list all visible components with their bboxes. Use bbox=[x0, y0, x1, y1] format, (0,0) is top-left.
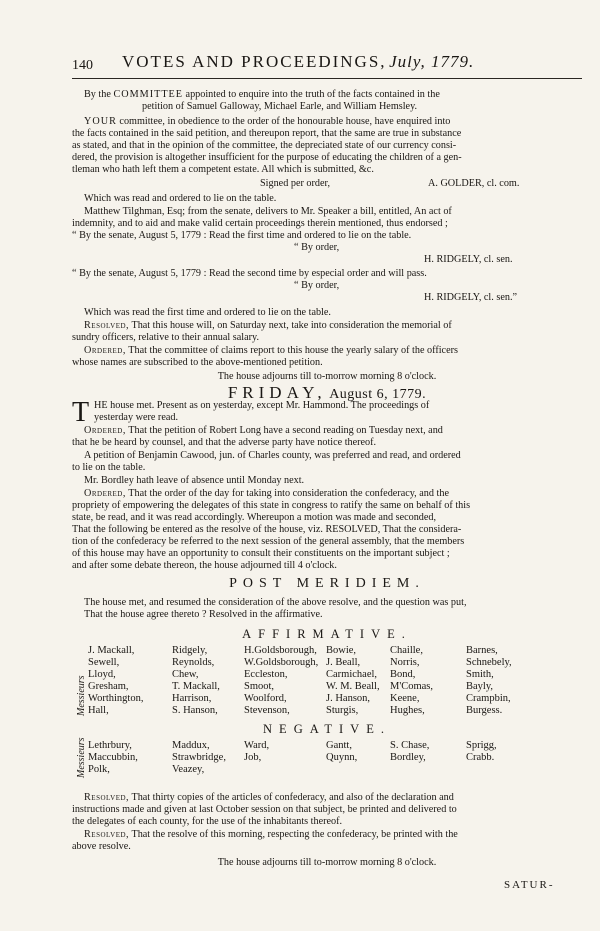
read-table-line: Which was read and ordered to lie on the table. bbox=[84, 193, 277, 204]
signed-line: Signed per order, bbox=[260, 178, 331, 189]
affirmative-name-r6-c6: Burgess. bbox=[466, 705, 503, 716]
negative-name-r3-c1: Polk, bbox=[88, 764, 110, 775]
affirmative-name-r3-c3: Eccleston, bbox=[244, 669, 288, 680]
negative-name-r1-c3: Ward, bbox=[244, 740, 270, 751]
ridgely-2: H. RIDGELY, cl. sen.” bbox=[424, 292, 518, 303]
running-head-date: July, 1779. bbox=[389, 56, 475, 71]
ridgely-1: H. RIDGELY, cl. sen. bbox=[424, 254, 513, 265]
affirmative-name-r4-c5: M'Comas, bbox=[390, 681, 434, 692]
affirmative-name-r5-c4: J. Hanson, bbox=[326, 693, 371, 704]
affirmative-heading: AFFIRMATIVE. bbox=[242, 627, 412, 641]
day-date: August 6, 1779. bbox=[329, 387, 427, 402]
negative-side-label: Messieurs bbox=[76, 737, 87, 778]
committee-line-2: petition of Samuel Galloway, Michael Earle, and William Hemsley. bbox=[142, 101, 418, 112]
affirmative-name-r4-c3: Smoot, bbox=[244, 681, 275, 692]
ordered-line-2: whose names are subscribed to the above-mentioned petition. bbox=[72, 357, 323, 368]
running-head-title: VOTES AND PROCEEDINGS, bbox=[122, 56, 387, 71]
affirmative-name-r1-c5: Chaille, bbox=[390, 645, 423, 656]
affirmative-name-r2-c1: Sewell, bbox=[88, 657, 120, 668]
post-meridiem-heading: POST MERIDIEM. bbox=[229, 576, 425, 591]
first-time-line: Which was read the first time and ordered to lie on the table. bbox=[84, 307, 331, 318]
affirmative-name-r5-c6: Crampbin, bbox=[466, 693, 511, 704]
negative-name-r1-c2: Maddux, bbox=[172, 740, 210, 751]
bordley-line: Mr. Bordley hath leave of absence until Monday next. bbox=[84, 475, 305, 486]
cawood-line-2: to lie on the table. bbox=[72, 462, 146, 473]
affirmative-name-r1-c2: Ridgely, bbox=[172, 645, 208, 656]
adjourn-line-2: The house adjourns till to-morrow morning 8 o'clock. bbox=[217, 857, 437, 868]
affirmative-name-r2-c5: Norris, bbox=[390, 657, 420, 668]
long-line-1: Ordered, That the petition of Robert Long have a second reading on Tuesday next, and bbox=[84, 425, 443, 436]
negative-name-r2-c3: Job, bbox=[244, 752, 262, 763]
affirmative-name-r3-c5: Bond, bbox=[390, 669, 416, 680]
negative-name-r2-c4: Quynn, bbox=[326, 752, 358, 763]
conf-line-5: tion of the confederacy be referred to the next session of the general assembly, that the members bbox=[72, 536, 465, 547]
met-line-1: HE house met. Present as on yesterday, except Mr. Hammond. The proceedings of bbox=[94, 400, 430, 411]
affirmative-name-r3-c6: Smith, bbox=[466, 669, 494, 680]
closing-resolved-2-line-1: Resolved, That the resolve of this morning, respecting the confederacy, be printed with the bbox=[84, 829, 458, 840]
affirmative-name-r4-c4: W. M. Beall, bbox=[326, 681, 380, 692]
report-line-3: as stated, and that in the opinion of the committee, the depreciated state of our currency consi- bbox=[72, 140, 457, 151]
affirmative-name-r6-c2: S. Hanson, bbox=[172, 705, 218, 716]
tilghman-line-1: Matthew Tilghman, Esq; from the senate, delivers to Mr. Speaker a bill, entitled, An act of bbox=[84, 206, 452, 217]
negative-names bbox=[88, 740, 546, 776]
negative-name-r3-c4 bbox=[326, 764, 390, 776]
report-line-4: dered, the provision is altogether insufficient for the purpose of educating the children of a gen- bbox=[72, 152, 462, 163]
conf-line-1: Ordered, That the order of the day for taking into consideration the confederacy, and the bbox=[84, 488, 449, 499]
report-line-1: YOUR committee, in obedience to the order of the honourable house, have enquired into bbox=[84, 116, 451, 127]
affirmative-name-r1-c4: Bowie, bbox=[326, 645, 357, 656]
negative-name-r3-c5 bbox=[390, 764, 466, 776]
signed-name: A. GOLDER, cl. com. bbox=[428, 178, 520, 189]
conf-line-2: propriety of empowering the delegates of this state in congress to ratify the same on behalf of this bbox=[72, 500, 471, 511]
affirmative-name-r1-c3: H.Goldsborough, bbox=[244, 645, 317, 656]
conf-line-7: and after some debate thereon, the house adjourned till 4 o'clock. bbox=[72, 560, 337, 571]
senate-line-2: “ By the senate, August 5, 1779 : Read the second time by especial order and will pass. bbox=[72, 268, 427, 279]
committee-line-1: By the COMMITTEE appointed to enquire into the truth of the facts contained in the bbox=[84, 89, 440, 100]
conf-line-3: state, be read, and it was read accordingly. Whereupon a motion was made and seconded, bbox=[72, 512, 437, 523]
affirmative-name-r2-c3: W.Goldsborough, bbox=[244, 657, 319, 668]
running-head bbox=[122, 56, 592, 71]
resolved-line-2: sundry officers, relative to their annual salary. bbox=[72, 332, 259, 343]
report-line-5: tleman who hath left them a competent estate. All which is submitted, &c. bbox=[72, 164, 374, 175]
negative-name-r2-c1: Maccubbin, bbox=[88, 752, 138, 763]
negative-name-r2-c6: Crabb. bbox=[466, 752, 495, 763]
affirmative-name-r3-c2: Chew, bbox=[172, 669, 199, 680]
catchword: SATUR- bbox=[504, 879, 555, 891]
affirmative-name-r5-c1: Worthington, bbox=[88, 693, 144, 704]
closing-resolved-1-line-2: instructions made and given at last October session on that subject, be printed and delivered to bbox=[72, 804, 457, 815]
negative-name-r1-c4: Gantt, bbox=[326, 740, 352, 751]
met-line-2: yesterday were read. bbox=[94, 412, 178, 423]
long-line-2: that he be heard by counsel, and that the adverse party have notice thereof. bbox=[72, 437, 377, 448]
by-order-1: “ By order, bbox=[294, 242, 340, 253]
negative-name-r3-c2: Veazey, bbox=[172, 764, 205, 775]
affirmative-name-r2-c2: Reynolds, bbox=[172, 657, 215, 668]
cawood-line-1: A petition of Benjamin Cawood, jun. of Charles county, was preferred and read, and ordered bbox=[84, 450, 461, 461]
header-rule bbox=[72, 78, 582, 79]
by-order-2: “ By order, bbox=[294, 280, 340, 291]
conf-line-6: of this house may have an opportunity to consult their constituents on the important subject ; bbox=[72, 548, 450, 559]
negative-name-r1-c1: Lethrbury, bbox=[88, 740, 132, 751]
negative-name-r1-c6: Sprigg, bbox=[466, 740, 497, 751]
negative-name-r2-c5: Bordley, bbox=[390, 752, 426, 763]
affirmative-name-r4-c1: Gresham, bbox=[88, 681, 129, 692]
affirmative-name-r2-c4: J. Beall, bbox=[326, 657, 361, 668]
ordered-line-1: Ordered, That the committee of claims report to this house the yearly salary of the officers bbox=[84, 345, 458, 356]
negative-name-r3-c3 bbox=[244, 764, 326, 776]
affirmative-name-r1-c6: Barnes, bbox=[466, 645, 498, 656]
affirmative-name-r3-c1: Lloyd, bbox=[88, 669, 116, 680]
affirmative-side-label: Messieurs bbox=[76, 675, 87, 716]
negative-name-r3-c6 bbox=[466, 764, 546, 776]
affirmative-name-r3-c4: Carmichael, bbox=[326, 669, 378, 680]
affirmative-name-r1-c1: J. Mackall, bbox=[88, 645, 135, 656]
resolved-line-1: Resolved, That this house will, on Saturday next, take into consideration the memorial of bbox=[84, 320, 452, 331]
affirmative-name-r5-c5: Keene, bbox=[390, 693, 420, 704]
closing-resolved-1-line-3: the delegates of each county, for the use of the inhabitants thereof. bbox=[72, 816, 343, 827]
closing-resolved-2-line-2: above resolve. bbox=[72, 841, 131, 852]
affirmative-name-r4-c6: Bayly, bbox=[466, 681, 494, 692]
negative-name-r2-c2: Strawbridge, bbox=[172, 752, 226, 763]
closing-resolved-1-line-1: Resolved, That thirty copies of the articles of confederacy, and also of the declaration and bbox=[84, 792, 454, 803]
drop-cap: T bbox=[72, 397, 90, 428]
affirmative-name-r4-c2: T. Mackall, bbox=[172, 681, 220, 692]
senate-line-1: “ By the senate, August 5, 1779 : Read the first time and ordered to lie on the table. bbox=[72, 230, 412, 241]
adjourn-line-1: The house adjourns till to-morrow morning 8 o'clock. bbox=[217, 371, 437, 382]
pm-line-2: That the house agree thereto ? Resolved in the affirmative. bbox=[84, 609, 323, 620]
report-line-2: the facts contained in the said petition, and thereupon report, that the same are true in substance bbox=[72, 128, 462, 139]
affirmative-name-r6-c4: Sturgis, bbox=[326, 705, 359, 716]
affirmative-name-r6-c3: Stevenson, bbox=[244, 705, 290, 716]
negative-name-r1-c5: S. Chase, bbox=[390, 740, 430, 751]
page-number: 140 bbox=[72, 60, 93, 72]
conf-line-4: That the following be entered as the resolve of the house, viz. RESOLVED, That the considera- bbox=[72, 524, 462, 535]
tilghman-line-2: indemnity, and to aid and make valid certain proceedings therein mentioned, thus endorsed ; bbox=[72, 218, 448, 229]
affirmative-name-r2-c6: Schnebely, bbox=[466, 657, 512, 668]
affirmative-name-r5-c2: Harrison, bbox=[172, 693, 212, 704]
affirmative-names bbox=[88, 645, 546, 717]
affirmative-name-r6-c1: Hall, bbox=[88, 705, 109, 716]
negative-heading: NEGATIVE. bbox=[263, 722, 391, 736]
day-name: FRIDAY, bbox=[227, 383, 327, 402]
affirmative-name-r6-c5: Hughes, bbox=[390, 705, 425, 716]
affirmative-name-r5-c3: Woolford, bbox=[244, 693, 287, 704]
pm-line-1: The house met, and resumed the consideration of the above resolve, and the question was put, bbox=[84, 597, 467, 608]
